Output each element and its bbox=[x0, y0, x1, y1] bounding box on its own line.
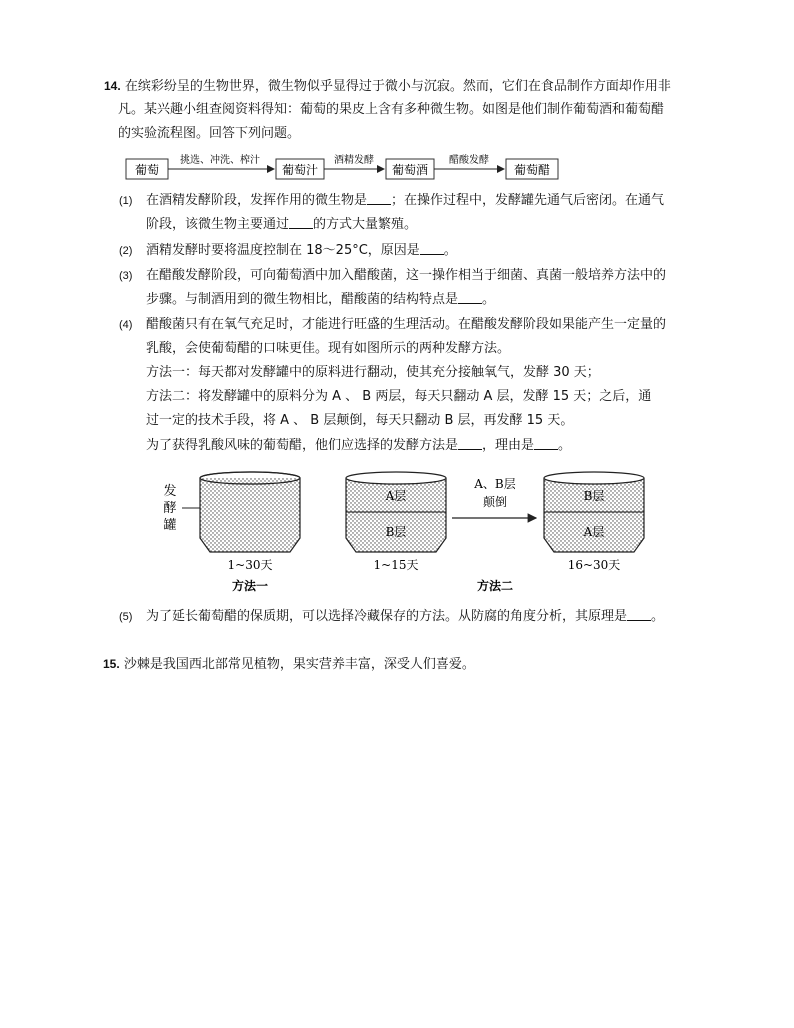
sub-q2-number: (2) bbox=[119, 245, 133, 257]
tank-method-one bbox=[200, 472, 300, 552]
flow-arrow-2-label: 酒精发酵 bbox=[334, 155, 374, 166]
tank-label-char-1: 发 bbox=[163, 484, 177, 499]
q14-intro-line-1: 14. 在缤彩纷呈的生物世界，微生物似乎显得过于微小与沉寂。然而，它们在食品制作方面却作用非 bbox=[104, 79, 671, 94]
method-two-label: 方法二 bbox=[476, 579, 514, 593]
fermentation-methods-figure bbox=[150, 466, 660, 598]
q15-number: 15. bbox=[103, 657, 120, 671]
flow-box-wine-label: 葡萄酒 bbox=[391, 163, 429, 177]
q14-intro-line-2: 凡。某兴趣小组查阅资料得知：葡萄的果皮上含有多种微生物。如图是他们制作葡萄酒和葡萄醋 bbox=[118, 102, 665, 117]
sub-q5-number: (5) bbox=[119, 611, 133, 623]
swap-label-line-1: A、B层 bbox=[474, 477, 516, 491]
tank-method-two-day16-30 bbox=[544, 472, 644, 552]
sub-q1-line-2: 阶段，该微生物主要通过 的方式大量繁殖。 bbox=[146, 217, 418, 232]
days-label-method-two-first: 1~15天 bbox=[373, 558, 419, 572]
tank-label-char-2: 酵 bbox=[163, 501, 177, 516]
tank3-layer-a: A层 bbox=[583, 525, 605, 539]
flow-box-juice-label: 葡萄汁 bbox=[281, 163, 319, 177]
answer-blank bbox=[534, 437, 558, 450]
tank3-layer-b: B层 bbox=[583, 489, 605, 503]
sub-q4-line-6: 为了获得乳酸风味的葡萄醋，他们应选择的发酵方法是 ，理由是 。 bbox=[146, 438, 572, 453]
sub-q1-line-1: 在酒精发酵阶段，发挥作用的微生物是 ；在操作过程中，发酵罐先通气后密闭。在通气 bbox=[146, 193, 665, 208]
flow-arrow-1-label: 挑选、冲洗、榨汁 bbox=[180, 155, 260, 166]
sub-q4-line-3: 方法一：每天都对发酵罐中的原料进行翻动，使其充分接触氧气，发酵 30 天； bbox=[146, 365, 600, 380]
sub-q1-number: (1) bbox=[119, 195, 133, 207]
answer-blank bbox=[289, 216, 313, 229]
sub-q4-line-1: 醋酸菌只有在氧气充足时，才能进行旺盛的生理活动。在醋酸发酵阶段如果能产生一定量的 bbox=[146, 317, 667, 332]
sub-q4-line-4: 方法二：将发酵罐中的原料分为 A 、 B 两层，每天只翻动 A 层，发酵 15 天；之后，通 bbox=[146, 389, 652, 404]
sub-q4-line-5: 过一定的技术手段，将 A 、 B 层颠倒，每天只翻动 B 层，再发酵 15 天。 bbox=[146, 413, 574, 428]
answer-blank bbox=[420, 242, 444, 255]
answer-blank bbox=[367, 192, 391, 205]
flow-box-vinegar-label: 葡萄醋 bbox=[513, 163, 551, 177]
sub-q2-line-1: 酒精发酵时要将温度控制在 18～25°C，原因是 。 bbox=[146, 243, 457, 258]
tank2-layer-b: B层 bbox=[385, 525, 407, 539]
q14-number: 14. bbox=[104, 79, 121, 93]
swap-label-line-2: 颠倒 bbox=[482, 495, 508, 509]
tank-method-two-day1-15 bbox=[346, 472, 446, 552]
answer-blank bbox=[627, 608, 651, 621]
sub-q3-line-1: 在醋酸发酵阶段，可向葡萄酒中加入醋酸菌，这一操作相当于细菌、真菌一般培养方法中的 bbox=[146, 268, 667, 283]
process-flow-chart bbox=[120, 150, 580, 186]
sub-q4-number: (4) bbox=[119, 319, 133, 331]
flow-box-grape-label: 葡萄 bbox=[134, 163, 160, 177]
tank2-layer-a: A层 bbox=[385, 489, 407, 503]
q15-line: 15. 沙棘是我国西北部常见植物，果实营养丰富，深受人们喜爱。 bbox=[103, 657, 475, 672]
sub-q3-number: (3) bbox=[119, 270, 133, 282]
sub-q4-line-2: 乳酸，会使葡萄醋的口味更佳。现有如图所示的两种发酵方法。 bbox=[146, 341, 511, 356]
sub-q5-line-1: 为了延长葡萄醋的保质期，可以选择冷藏保存的方法。从防腐的角度分析，其原理是 。 bbox=[146, 609, 665, 624]
q14-intro-line-3: 的实验流程图。回答下列问题。 bbox=[118, 126, 301, 141]
method-one-label: 方法一 bbox=[231, 579, 269, 593]
sub-q3-line-2: 步骤。与制酒用到的微生物相比，醋酸菌的结构特点是 。 bbox=[146, 292, 496, 307]
answer-blank bbox=[458, 437, 482, 450]
flow-arrow-3-label: 醋酸发酵 bbox=[449, 155, 489, 166]
answer-blank bbox=[458, 291, 482, 304]
days-label-method-one: 1~30天 bbox=[227, 558, 273, 572]
days-label-method-two-second: 16~30天 bbox=[567, 558, 621, 572]
tank-label-char-3: 罐 bbox=[163, 518, 177, 533]
